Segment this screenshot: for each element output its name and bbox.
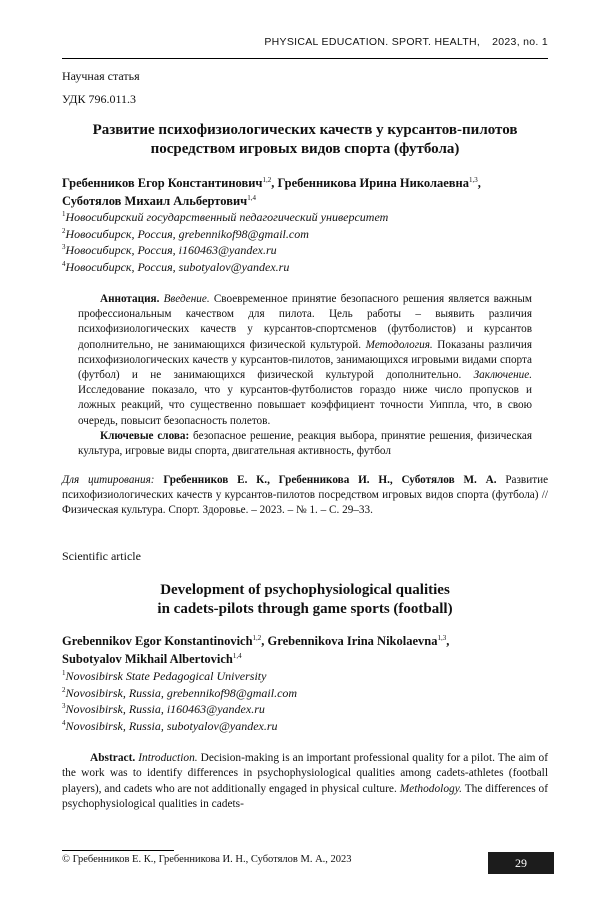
affiliation-item: $^4$Новосибирск, Россия, subotyalov@yandex.ru (62, 259, 290, 274)
title-en-line2: in cadets-pilots through game sports (football) (157, 601, 453, 617)
title-ru-line1: Развитие психофизиологических качеств у курсантов-пилотов (92, 122, 518, 138)
author-name: Subotyalov Mikhail Albertovich (62, 652, 233, 666)
title-ru (62, 121, 548, 159)
affiliation-item: $^3$Новосибирск, Россия, i160463@yandex.ru (62, 243, 277, 257)
title-ru-line2: посредством игровых видов спорта (футбола) (150, 141, 460, 157)
affiliation-item: $^3$Novosibirsk, Russia, i160463@yandex.ru (62, 702, 265, 716)
author-sup: 1,3 (469, 175, 478, 184)
affiliation-item: $^1$Novosibirsk State Pedagogical University (62, 669, 267, 683)
footnote-rule (62, 850, 174, 851)
author-name: Гребенников Егор Константинович (62, 176, 263, 190)
affiliation-item: $^1$Новосибирский государственный педагогический университет (62, 210, 389, 224)
author-sup: 1,2 (262, 175, 272, 184)
citation-ru: Для цитирования: Гребенников Е. К., Гребенникова И. Н., Суботялов М. А. Развитие психофизиологических качеств у курсантов-пилотов посредством игровых видов спорта (футбола) // Физическая культура. Спорт. Здоровье. – 2023. – № 1. – С. 29–33. (62, 474, 549, 517)
page-number: 29 (488, 852, 554, 874)
journal-name: PHYSICAL EDUCATION. SPORT. HEALTH, (264, 36, 481, 48)
copyright: © Гребенников Е. К., Гребенникова И. Н., Суботялов М. А., 2023 (62, 854, 352, 865)
udc: УДК 796.011.3 (62, 92, 137, 106)
authors-ru (62, 174, 548, 210)
author-name: Гребенникова Ирина Николаевна (277, 176, 469, 190)
author-sup: 1,4 (247, 193, 256, 202)
affiliation-item: $^2$Новосибирск, Россия, grebennikof98@gmail.com (62, 226, 309, 241)
abstract-en (62, 751, 548, 813)
keywords-ru: Ключевые слова: безопасное решение, реакция выбора, принятие решения, физическая культура, игровые виды спорта, двигательная активность, футбол (78, 429, 533, 458)
affiliation-item: $^2$Novosibirsk, Russia, grebennikof98@gmail.com (62, 685, 298, 700)
author-sup: 1,4 (232, 651, 242, 660)
author-name: Grebennikova Irina Nikolaevna (267, 634, 438, 648)
authors-en-line1: Grebennikov Egor Konstantinovich$^{1,2}$, Grebennikova Irina Nikolaevna$^{1,3}$, (62, 633, 450, 648)
title-en (62, 581, 548, 619)
author-sup: 1,2 (252, 633, 262, 642)
authors-ru-line2 (62, 192, 548, 210)
article-type-en: Scientific article (62, 549, 141, 563)
author-name: Суботялов Михаил Альбертович (62, 194, 248, 208)
header-rule (62, 58, 548, 59)
title-en-line1: Development of psychophysiological qualities (160, 582, 450, 598)
abstract-ru (78, 292, 532, 459)
authors-ru-line1: Гребенников Егор Константинович$^{1,2}$, Гребенникова Ирина Николаевна$^{1,3}$, (62, 175, 481, 190)
author-name: Grebennikov Egor Konstantinovich (62, 634, 253, 648)
authors-en (62, 632, 548, 668)
abstract-ru-paragraph: Аннотация. Введение. Своевременное принятие безопасного решения является важным профессиональным качеством для пилота. Цель работы – выявить различия психофизиологических качеств у курсантов-спортсменов (футболистов) и курсантов дополнительно, не занимающихся физической культурой. Методология. Показаны различия психофизиологических качеств у курсантов-пилотов, занимающихся игровыми видами спорта (футбол) и не занимающихся физической культурой дополнительно. Заключение. Исследование показало, что у курсантов-футболистов гораздо ниже число пропусков и ложных реакций, что существенно повышает коэффициент точности Уиппла, что, в свою очередь, повысит безопасность полетов. (78, 293, 532, 427)
authors-en-line2 (62, 650, 548, 668)
affiliations-ru (62, 209, 548, 275)
abstract-en-paragraph: Abstract. Introduction. Decision-making is an important professional quality for a pilot. The aim of the work was to identify differences in psychophysiological qualities among cadets-athletes (football players), and cadets who are not additionally engaged in physical culture. Methodology. The differences of psychophysiological qualities in cadets- (62, 752, 548, 811)
article-type-ru: Научная статья (62, 69, 140, 83)
affiliation-item: $^4$Novosibirsk, Russia, subotyalov@yandex.ru (62, 718, 278, 733)
affiliations-en (62, 668, 548, 734)
journal-issue: 2023, no. 1 (492, 36, 548, 48)
running-header (264, 36, 548, 48)
author-sup: 1,3 (437, 633, 447, 642)
